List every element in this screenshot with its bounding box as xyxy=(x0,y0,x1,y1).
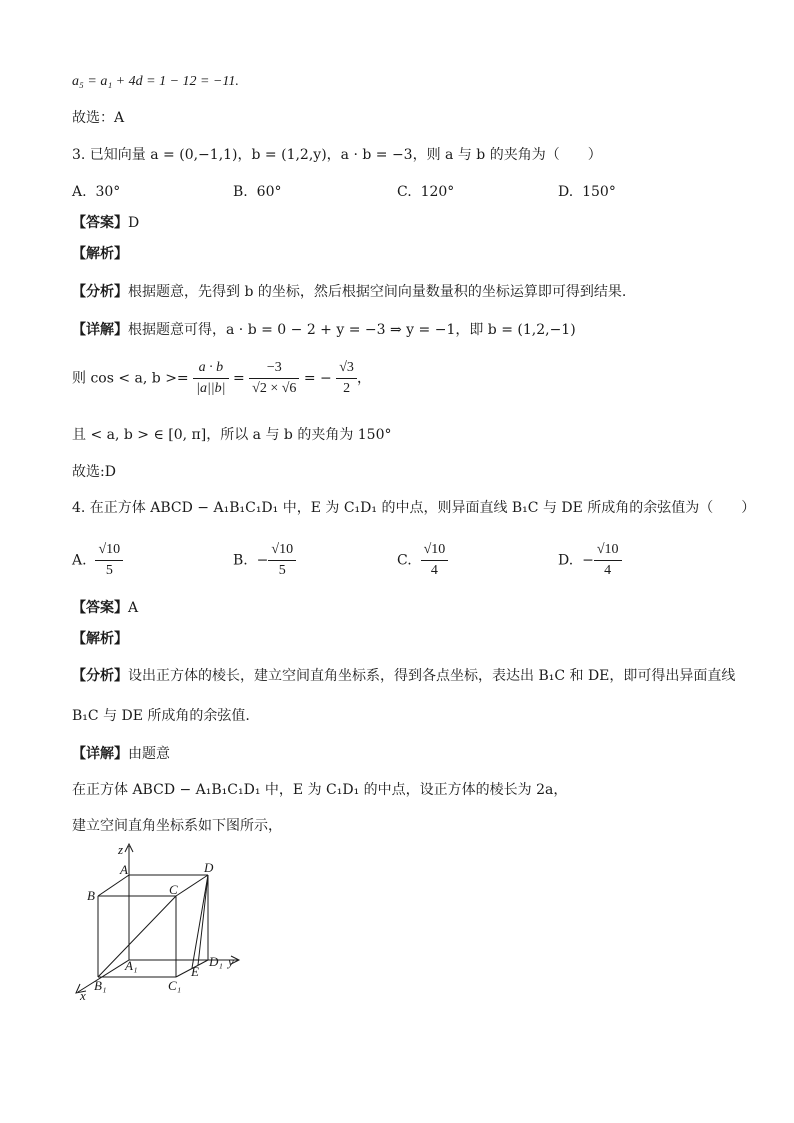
q3-answer: 【答案】D xyxy=(72,215,140,231)
question-3: 3. 已知向量 a = (0,−1,1)，b = (1,2,y)，a · b = −3，则 a 与 b 的夹角为（ ） xyxy=(72,147,602,163)
q3-range: 且 < a, b > ∈ [0, π]，所以 a 与 b 的夹角为 150° xyxy=(72,427,392,443)
line-choose-a: 故选：A xyxy=(72,110,125,126)
label-c1: C₁ xyxy=(168,978,182,993)
label-c: C xyxy=(169,882,178,897)
q4-fenxi-cont: B₁C 与 DE 所成角的余弦值. xyxy=(72,708,250,724)
q4-analysis-heading: 【解析】 xyxy=(72,631,128,647)
label-b: B xyxy=(87,888,95,903)
label-e: E xyxy=(191,964,199,979)
q3-choose: 故选:D xyxy=(72,464,116,480)
q3-fenxi: 【分析】根据题意，先得到 b 的坐标，然后根据空间向量数量积的坐标运算即可得到结果. xyxy=(72,284,627,300)
q3-option-d: D. 150° xyxy=(558,184,616,200)
q4-answer: 【答案】A xyxy=(72,600,139,616)
label-a: A xyxy=(120,862,128,877)
q4-coordinate-note: 建立空间直角坐标系如下图所示， xyxy=(72,818,282,834)
q4-xiangjie: 【详解】由题意 xyxy=(72,746,170,762)
q3-xiangjie: 【详解】根据题意可得，a · b = 0 − 2 + y = −3 ⇒ y = −1，即 b = (1,2,−1) xyxy=(72,322,576,338)
cos-fraction-1: $\frac{a \cdot b}{|a||b|}$ xyxy=(193,358,228,399)
line-a5: a₅ = a₁ + 4d = 1 − 12 = −11. xyxy=(72,74,239,89)
q4-option-b: B. − $\frac{√10}{5}$ xyxy=(233,540,296,581)
q4-option-a: A. $\frac{√10}{5}$ xyxy=(72,540,123,581)
q3-cos-formula: 则 cos < a, b >= $\frac{a \cdot b}{|a||b|}$ = $\frac{-3}{√2 \times √6}$ = − $\frac{√3}{2}$ ， xyxy=(72,358,371,399)
label-a1: A₁ xyxy=(125,958,138,973)
q4-fenxi: 【分析】设出正方体的棱长，建立空间直角坐标系，得到各点坐标，表达出 B₁C 和 DE，即可得出异面直线 xyxy=(72,668,736,684)
label-d: D xyxy=(204,860,214,875)
q4-option-d: D. − $\frac{√10}{4}$ xyxy=(558,540,622,581)
cube-figure xyxy=(68,840,258,1010)
label-b1: B₁ xyxy=(94,978,107,993)
segment-de xyxy=(192,875,208,968)
question-4: 4. 在正方体 ABCD − A₁B₁C₁D₁ 中，E 为 C₁D₁ 的中点，则异面直线 B₁C 与 DE 所成角的余弦值为（ ） xyxy=(72,500,756,516)
q3-option-a: A. 30° xyxy=(72,184,121,200)
q3-option-c: C. 120° xyxy=(397,184,455,200)
q4-option-c: C. $\frac{√10}{4}$ xyxy=(397,540,448,581)
label-y: y xyxy=(228,954,234,969)
q3-option-b: B. 60° xyxy=(233,184,282,200)
cos-fraction-3: $\frac{√3}{2}$ xyxy=(336,358,357,399)
q3-analysis-heading: 【解析】 xyxy=(72,246,128,262)
q4-setup: 在正方体 ABCD − A₁B₁C₁D₁ 中，E 为 C₁D₁ 的中点，设正方体的棱长为 2a， xyxy=(72,782,568,798)
label-d1: D₁ xyxy=(209,954,223,969)
cos-fraction-2: $\frac{-3}{√2 \times √6}$ xyxy=(249,358,299,399)
label-z: z xyxy=(118,842,124,857)
label-x: x xyxy=(80,988,86,1003)
